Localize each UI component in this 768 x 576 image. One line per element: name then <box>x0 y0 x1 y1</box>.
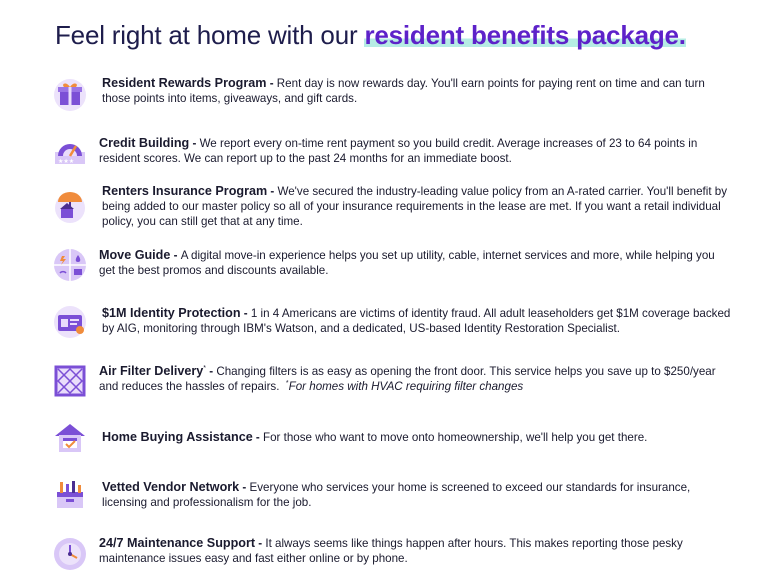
benefit-description: We report every on-time rent payment so you build credit. Average increases of 23 to 64 points in resident scores. We can report up to the past 24 months for an immediate boost. <box>99 137 698 165</box>
benefit-title: Move Guide <box>99 248 171 262</box>
benefit-description: Everyone who services your home is screened to exceed our standards for insurance, licensing and professionalism for the job. <box>102 481 691 509</box>
page-headline <box>55 20 686 51</box>
benefit-description: 1 in 4 Americans are victims of identity fraud. All adult leaseholders get $1M coverage backed by AIG, monitoring through IBM's Watson, and a dedicated, US-based Identity Restoration Specialist. <box>102 307 731 335</box>
benefit-description: For those who want to move onto homeownership, we'll help you get there. <box>263 431 648 444</box>
benefit-description: It always seems like things happen after hours. This makes reporting those pesky maintenance issues easy and fast either online or by phone. <box>99 537 683 565</box>
benefit-title: Resident Rewards Program <box>102 76 267 90</box>
umbrella-house-icon <box>52 188 88 224</box>
benefit-title: Vetted Vendor Network <box>102 480 240 494</box>
headline-lead: Feel right at home with our <box>55 20 365 50</box>
toolbox-icon <box>52 478 88 514</box>
benefit-title: 24/7 Maintenance Support <box>99 536 256 550</box>
home-calendar-icon <box>52 420 88 456</box>
benefit-description: Rent day is now rewards day. You'll earn points for paying rent on time and can turn those points into items, giveaways, and gift cards. <box>102 77 705 105</box>
benefit-footnote: For homes with HVAC requiring filter changes <box>288 380 524 393</box>
benefit-title: Home Buying Assistance <box>102 430 253 444</box>
title-footnote-mark: * <box>203 365 207 373</box>
clock-icon <box>52 536 88 572</box>
benefit-description: Changing filters is as easy as opening the front door. This service helps you save up to $250/year and reduces the hassles of repairs. <box>99 365 716 393</box>
benefit-title: Renters Insurance Program <box>102 184 268 198</box>
utilities-icon <box>52 247 88 283</box>
svg-text:★★★: ★★★ <box>58 158 75 165</box>
benefit-title: Credit Building <box>99 136 190 150</box>
credit-gauge-icon <box>52 134 88 170</box>
gift-icon <box>52 76 88 112</box>
headline-accent: resident benefits package. <box>364 20 686 50</box>
benefit-title: Air Filter Delivery <box>99 364 204 378</box>
note-footnote-mark: * <box>285 380 289 388</box>
benefit-description: A digital move-in experience helps you set up utility, cable, internet services and more, while helping you get the best promos and discounts available. <box>99 249 715 277</box>
benefit-description: We've secured the industry-leading value policy from an A-rated carrier. You'll benefit by being added to our master policy so all of your insurance requirements in the lease are met. If you want a retail individual policy, you can still get that at any time. <box>102 185 728 228</box>
benefit-title: $1M Identity Protection <box>102 306 241 320</box>
id-card-icon <box>52 304 88 340</box>
air-filter-icon <box>52 363 88 399</box>
